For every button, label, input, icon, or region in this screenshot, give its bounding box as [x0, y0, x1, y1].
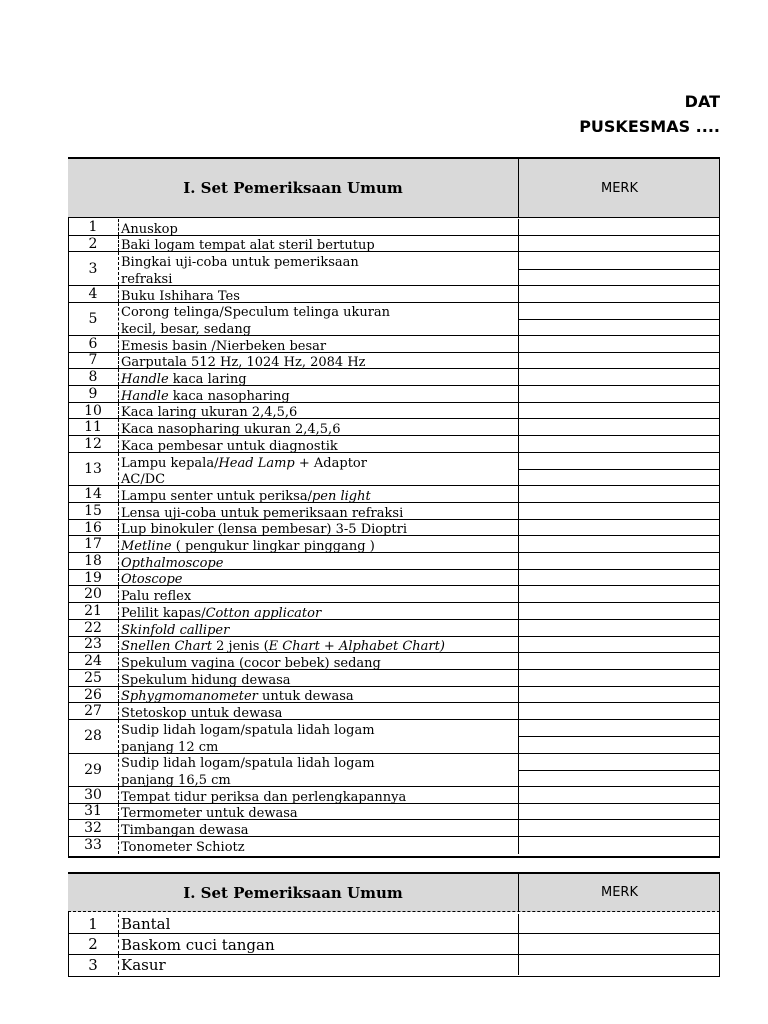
item-name-line	[121, 273, 519, 286]
table-row	[68, 934, 720, 954]
table-row	[68, 955, 720, 975]
table-row	[68, 286, 720, 303]
item-name-line	[121, 356, 519, 369]
item-name-line	[121, 690, 519, 703]
item-name	[118, 520, 519, 536]
row-number: 14	[84, 486, 102, 503]
item-text: + Adaptor	[294, 455, 367, 471]
item-text: kecil, besar, sedang	[121, 321, 252, 337]
item-text: AC/DC	[121, 472, 166, 488]
cell-divider	[519, 770, 720, 771]
document-title: DAT	[684, 92, 720, 111]
merk-cell[interactable]	[518, 637, 720, 653]
table-row	[68, 637, 720, 654]
merk-cell[interactable]	[518, 653, 720, 669]
item-name	[118, 653, 519, 669]
item-name	[118, 369, 519, 388]
item-text: Sudip lidah logam/spatula lidah logam	[121, 756, 375, 772]
item-text: Lup binokuler (lensa pembesar) 3-5 Dioptri	[121, 522, 408, 538]
item-name	[118, 353, 519, 369]
item-name-line	[121, 406, 519, 419]
row-number: 30	[84, 786, 102, 803]
row-number: 33	[84, 837, 102, 854]
item-name	[118, 403, 519, 419]
item-text: panjang 12 cm	[121, 739, 219, 755]
table-row	[68, 369, 720, 386]
row-number: 10	[84, 402, 102, 419]
item-text: Garputala 512 Hz, 1024 Hz, 2084 Hz	[121, 355, 366, 371]
row-number: 17	[84, 536, 102, 553]
item-name	[118, 934, 519, 953]
item-name-line	[121, 239, 519, 252]
merk-column-header: MERK	[518, 159, 720, 217]
item-name-line	[121, 590, 519, 603]
row-number: 16	[84, 519, 102, 536]
item-text: Spekulum hidung dewasa	[121, 672, 291, 688]
item-name-line	[121, 841, 519, 854]
cell-divider	[519, 469, 720, 470]
item-name	[118, 219, 519, 235]
table-title: I. Set Pemeriksaan Umum	[183, 179, 403, 197]
row-number: 18	[84, 552, 102, 569]
item-name-line	[121, 791, 519, 804]
item-name-line	[121, 607, 519, 620]
row-number: 5	[88, 310, 98, 327]
item-text: Otoscope	[121, 572, 183, 588]
table-row	[68, 386, 720, 403]
item-name	[118, 955, 519, 975]
table-row	[68, 804, 720, 821]
row-number: 15	[84, 502, 102, 519]
item-name-line	[121, 807, 519, 820]
item-name	[118, 603, 519, 619]
table-row	[68, 603, 720, 620]
table-row	[68, 236, 720, 253]
item-text: Cotton applicator	[205, 605, 322, 621]
table-row	[68, 403, 720, 420]
cell-divider	[519, 736, 720, 737]
item-text: Sudip lidah logam/spatula lidah logam	[121, 722, 375, 738]
row-number: 2	[88, 934, 98, 953]
item-text: Buku Ishihara Tes	[121, 288, 240, 304]
merk-cell[interactable]	[518, 603, 720, 619]
item-text: Baskom cuci tangan	[121, 935, 275, 954]
row-number: 26	[84, 686, 102, 703]
item-text: Emesis basin /Nierbeken besar	[121, 338, 327, 354]
item-text: kaca nasopharing	[168, 388, 290, 404]
row-number: 31	[84, 803, 102, 820]
item-name-line	[121, 457, 519, 470]
row-number: 1	[88, 218, 98, 235]
merk-cell[interactable]	[518, 837, 720, 854]
equipment-table-1	[68, 157, 720, 858]
item-text: Stetoskop untuk dewasa	[121, 706, 283, 722]
merk-cell[interactable]	[518, 419, 720, 435]
item-name	[118, 436, 519, 452]
item-name	[118, 837, 519, 854]
item-text: Bingkai uji-coba untuk pemeriksaan	[121, 255, 359, 271]
item-name-line	[121, 557, 519, 570]
item-name	[118, 703, 519, 722]
table-header	[68, 159, 720, 218]
item-text: refraksi	[121, 271, 173, 287]
item-name	[118, 620, 519, 636]
item-text: Sphygmomanometer	[121, 689, 258, 705]
item-name	[118, 386, 519, 402]
item-text: Palu reflex	[121, 589, 192, 605]
item-name-line	[121, 657, 519, 670]
item-name	[118, 419, 519, 438]
row-number: 2	[88, 235, 98, 252]
merk-cell[interactable]	[518, 503, 720, 519]
item-name-line	[121, 955, 519, 974]
table-row	[68, 303, 720, 336]
table-header	[68, 874, 720, 912]
item-name-line	[121, 440, 519, 453]
row-number: 8	[88, 369, 98, 386]
row-number: 25	[84, 669, 102, 686]
item-text: Pelilit kapas/	[121, 605, 206, 621]
merk-cell[interactable]	[518, 804, 720, 820]
item-name-line	[121, 824, 519, 837]
row-number: 22	[84, 619, 102, 636]
row-number: 27	[84, 703, 102, 720]
item-name-line	[121, 707, 519, 720]
item-name	[118, 536, 519, 555]
item-text: Lampu kepala/	[121, 455, 219, 471]
item-name-line	[121, 423, 519, 436]
row-number: 3	[88, 955, 98, 974]
merk-cell[interactable]	[518, 914, 720, 933]
item-name	[118, 637, 519, 653]
table-row	[68, 536, 720, 553]
item-text: Kaca nasopharing ukuran 2,4,5,6	[121, 422, 341, 438]
row-number: 28	[84, 728, 102, 745]
item-name-line	[121, 523, 519, 536]
item-text: Skinfold calliper	[121, 622, 230, 638]
item-name-line	[121, 223, 519, 236]
item-name-line	[121, 323, 519, 336]
row-number: 23	[84, 636, 102, 653]
item-name-line	[121, 507, 519, 520]
item-text: Corong telinga/Speculum telinga ukuran	[121, 305, 391, 321]
table-row	[68, 453, 720, 486]
item-text: Head Lamp	[218, 455, 295, 471]
item-text: Spekulum vagina (cocor bebek) sedang	[121, 655, 381, 671]
merk-cell[interactable]	[518, 303, 720, 335]
row-number: 3	[88, 260, 98, 277]
item-name-line	[121, 624, 519, 637]
merk-cell[interactable]	[518, 955, 720, 975]
item-text: Opthalmoscope	[121, 555, 224, 571]
item-name-line	[121, 540, 519, 553]
merk-cell[interactable]	[518, 570, 720, 586]
item-name	[118, 553, 519, 569]
item-name-line	[121, 724, 519, 737]
table-row	[68, 820, 720, 837]
table-rows	[68, 219, 720, 856]
item-name-line	[121, 774, 519, 787]
puskesmas-title: PUSKESMAS ....	[579, 117, 720, 136]
item-name-line	[121, 674, 519, 687]
row-number: 24	[84, 653, 102, 670]
item-name-line	[121, 390, 519, 403]
table-row	[68, 503, 720, 520]
row-number: 13	[84, 461, 102, 478]
item-text: Snellen Chart	[121, 639, 212, 655]
item-text: E Chart + Alphabet Chart)	[268, 639, 445, 655]
item-name-line	[121, 917, 519, 932]
item-name	[118, 804, 519, 820]
merk-cell[interactable]	[518, 252, 720, 284]
item-name	[118, 787, 519, 803]
cell-divider	[519, 269, 720, 270]
row-number: 19	[84, 569, 102, 586]
item-name-line	[121, 306, 519, 319]
table-row	[68, 553, 720, 570]
table-row	[68, 520, 720, 537]
table-row	[68, 436, 720, 453]
item-text: Baki logam tempat alat steril bertutup	[121, 238, 375, 254]
row-number: 1	[88, 914, 98, 933]
item-name-line	[121, 757, 519, 770]
item-name-line	[121, 373, 519, 386]
item-text: Lensa uji-coba untuk pemeriksaan refraksi	[121, 505, 404, 521]
item-text: ( pengukur lingkar pinggang )	[171, 539, 375, 555]
item-text: Handle	[121, 372, 169, 388]
item-name	[118, 820, 519, 839]
row-number: 7	[88, 352, 98, 369]
table-row	[68, 252, 720, 285]
table-row	[68, 620, 720, 637]
merk-cell[interactable]	[518, 787, 720, 803]
merk-column-header: MERK	[518, 874, 720, 911]
table-row	[68, 219, 720, 236]
item-name	[118, 670, 519, 686]
item-name	[118, 336, 519, 352]
table-row	[68, 720, 720, 753]
item-text: panjang 16,5 cm	[121, 772, 231, 788]
item-name-line	[121, 640, 519, 653]
item-name	[118, 570, 519, 586]
table-row	[68, 837, 720, 854]
row-number: 29	[84, 761, 102, 778]
merk-cell[interactable]	[518, 754, 720, 786]
table-row	[68, 914, 720, 934]
merk-cell[interactable]	[518, 687, 720, 703]
equipment-table-2	[68, 872, 720, 977]
merk-cell[interactable]	[518, 453, 720, 485]
item-text: Kasur	[121, 955, 166, 974]
table-row	[68, 570, 720, 587]
merk-cell[interactable]	[518, 403, 720, 419]
item-name	[118, 687, 519, 703]
merk-cell[interactable]	[518, 536, 720, 552]
item-name-line	[121, 573, 519, 586]
item-name	[118, 754, 519, 786]
table-title: I. Set Pemeriksaan Umum	[183, 883, 403, 902]
item-text: Tempat tidur periksa dan perlengkapannya	[121, 789, 407, 805]
row-number: 9	[88, 385, 98, 402]
merk-cell[interactable]	[518, 353, 720, 369]
item-name-line	[121, 490, 519, 503]
item-name	[118, 252, 519, 287]
merk-cell[interactable]	[518, 620, 720, 636]
merk-cell[interactable]	[518, 386, 720, 402]
item-name-line	[121, 473, 519, 486]
table-row	[68, 754, 720, 787]
merk-cell[interactable]	[518, 520, 720, 536]
merk-cell[interactable]	[518, 219, 720, 235]
cell-divider	[519, 319, 720, 320]
row-number: 12	[84, 435, 102, 452]
merk-cell[interactable]	[518, 236, 720, 252]
item-name-line	[121, 340, 519, 353]
table-row	[68, 353, 720, 370]
table-row	[68, 419, 720, 436]
merk-cell[interactable]	[518, 820, 720, 836]
table-row	[68, 586, 720, 603]
merk-cell[interactable]	[518, 286, 720, 302]
item-text: 2 jenis (	[212, 639, 269, 655]
item-text: Anuskop	[121, 221, 178, 237]
merk-cell[interactable]	[518, 934, 720, 953]
item-text: Kaca pembesar untuk diagnostik	[121, 438, 338, 454]
row-number: 4	[88, 285, 98, 302]
table-row	[68, 687, 720, 704]
merk-cell[interactable]	[518, 703, 720, 719]
row-number: 21	[84, 603, 102, 620]
item-name	[118, 286, 519, 302]
merk-cell[interactable]	[518, 553, 720, 569]
item-name-line	[121, 935, 519, 954]
table-row	[68, 703, 720, 720]
item-name	[118, 586, 519, 605]
table-row	[68, 670, 720, 687]
item-text: Termometer untuk dewasa	[121, 806, 298, 822]
item-name	[118, 486, 519, 502]
table-row	[68, 336, 720, 353]
item-name-line	[121, 741, 519, 754]
row-number: 32	[84, 820, 102, 837]
merk-cell[interactable]	[518, 586, 720, 602]
table-row	[68, 787, 720, 804]
item-text: Handle	[121, 388, 169, 404]
item-text: Timbangan dewasa	[121, 823, 249, 839]
merk-cell[interactable]	[518, 720, 720, 752]
merk-cell[interactable]	[518, 369, 720, 385]
row-number: 6	[88, 335, 98, 352]
item-text: Metline	[121, 539, 172, 555]
row-number: 11	[84, 419, 102, 436]
item-name	[118, 303, 519, 335]
item-name	[118, 720, 519, 755]
item-text: pen light	[311, 488, 371, 504]
table-row	[68, 653, 720, 670]
merk-cell[interactable]	[518, 670, 720, 686]
table-row	[68, 486, 720, 503]
table-rows	[68, 914, 720, 976]
item-name	[118, 236, 519, 252]
item-name-line	[121, 256, 519, 269]
row-number: 20	[84, 586, 102, 603]
item-text: untuk dewasa	[257, 689, 354, 705]
merk-cell[interactable]	[518, 486, 720, 502]
merk-cell[interactable]	[518, 436, 720, 452]
item-name	[118, 453, 519, 488]
item-name-line	[121, 290, 519, 303]
merk-cell[interactable]	[518, 336, 720, 352]
item-text: Kaca laring ukuran 2,4,5,6	[121, 405, 298, 421]
item-name	[118, 503, 519, 519]
item-name	[118, 914, 519, 933]
item-text: Lampu senter untuk periksa/	[121, 488, 312, 504]
item-text: kaca laring	[168, 372, 247, 388]
item-text: Tonometer Schiotz	[121, 839, 245, 855]
item-text: Bantal	[121, 915, 171, 934]
